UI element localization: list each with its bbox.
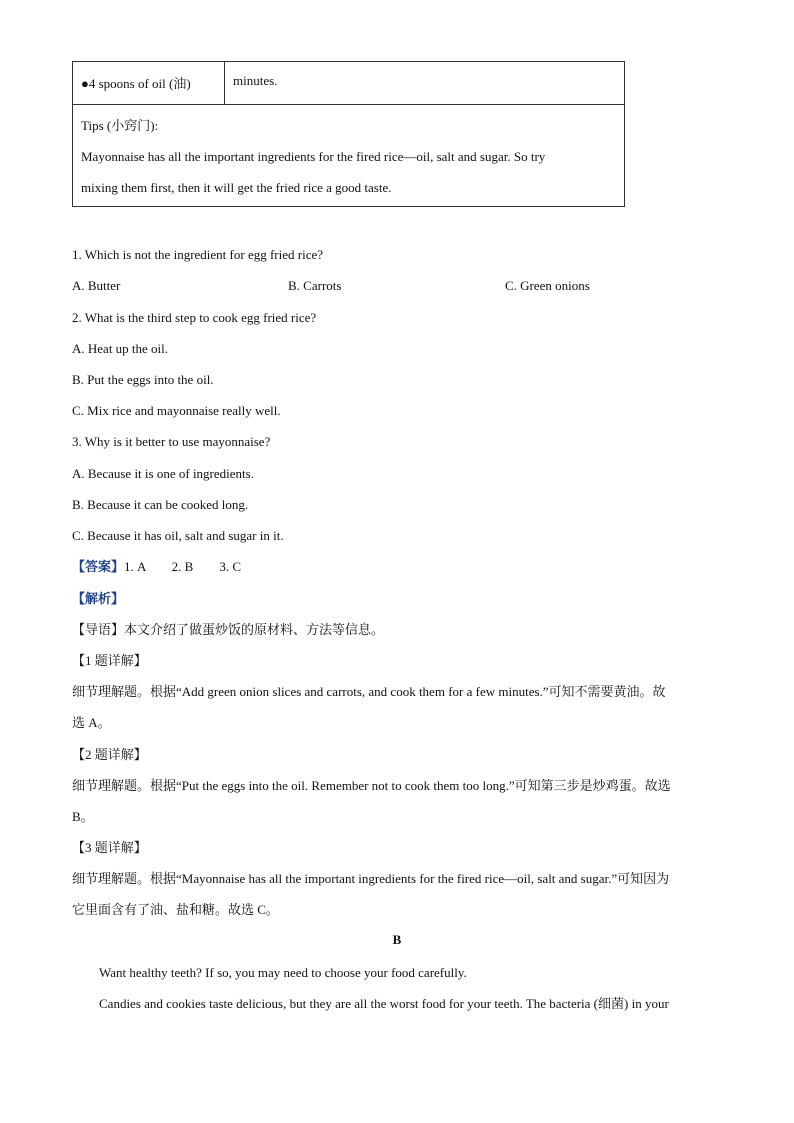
tips-label: Tips (小窍门): (81, 118, 159, 133)
step-text: minutes. (233, 73, 278, 88)
detail-1-label: 【1 题详解】 (72, 653, 147, 668)
q1-option-a: A. Butter (72, 278, 121, 293)
table-row (73, 62, 624, 105)
q2-option-a: A. Heat up the oil. (72, 341, 169, 356)
ingredient-text: ●4 spoons of oil (油) (81, 76, 191, 91)
detail-2-line-2: B。 (72, 809, 94, 824)
q1-option-b: B. Carrots (288, 278, 342, 293)
detail-3-label: 【3 题详解】 (72, 840, 147, 855)
answer-line (72, 557, 241, 577)
detail-3-line-2: 它里面含有了油、盐和糖。故选 C。 (72, 902, 279, 917)
passage-b-paragraph-1: Want healthy teeth? If so, you may need to choose your food carefully. (99, 965, 467, 980)
passage-b-paragraph-2: Candies and cookies taste delicious, but they are all the worst food for your teeth. The bacteria (细菌) in your (99, 996, 669, 1011)
passage-b-title: B (392, 932, 402, 947)
ingredient-cell (73, 62, 225, 104)
detail-1-line-1: 细节理解题。根据“Add green onion slices and carrots, and cook them for a few minutes.”可知不需要黄油。故 (72, 684, 666, 699)
detail-2-label: 【2 题详解】 (72, 747, 147, 762)
q3-option-a: A. Because it is one of ingredients. (72, 466, 254, 481)
q2-option-c: C. Mix rice and mayonnaise really well. (72, 403, 281, 418)
q1-option-c: C. Green onions (505, 278, 590, 293)
detail-2-line-1: 细节理解题。根据“Put the eggs into the oil. Remember not to cook them too long.”可知第三步是炒鸡蛋。故选 (72, 778, 671, 793)
q3-option-c: C. Because it has oil, salt and sugar in it. (72, 528, 284, 543)
recipe-table (72, 61, 625, 207)
detail-3-line-1: 细节理解题。根据“Mayonnaise has all the important ingredients for the fired rice—oil, salt and sugar.”可知因为 (72, 871, 670, 886)
step-cell (225, 62, 624, 104)
analysis-label: 【解析】 (72, 591, 125, 606)
q3-option-b: B. Because it can be cooked long. (72, 497, 249, 512)
tips-line-2: mixing them first, then it will get the fried rice a good taste. (81, 180, 392, 195)
detail-1-line-2: 选 A。 (72, 715, 111, 730)
intro-label: 【导语】 (72, 622, 125, 637)
question-2: 2. What is the third step to cook egg fried rice? (72, 310, 317, 325)
answer-label: 【答案】 (72, 559, 125, 574)
tips-block (81, 116, 616, 203)
q2-option-b: B. Put the eggs into the oil. (72, 372, 214, 387)
question-3: 3. Why is it better to use mayonnaise? (72, 434, 271, 449)
answer-text: 1. A 2. B 3. C (124, 559, 242, 574)
question-1: 1. Which is not the ingredient for egg fried rice? (72, 247, 324, 262)
intro-line (72, 620, 384, 640)
tips-line-1: Mayonnaise has all the important ingredients for the fired rice—oil, salt and sugar. So try (81, 149, 546, 164)
intro-text: 本文介绍了做蛋炒饭的原材料、方法等信息。 (124, 622, 385, 637)
